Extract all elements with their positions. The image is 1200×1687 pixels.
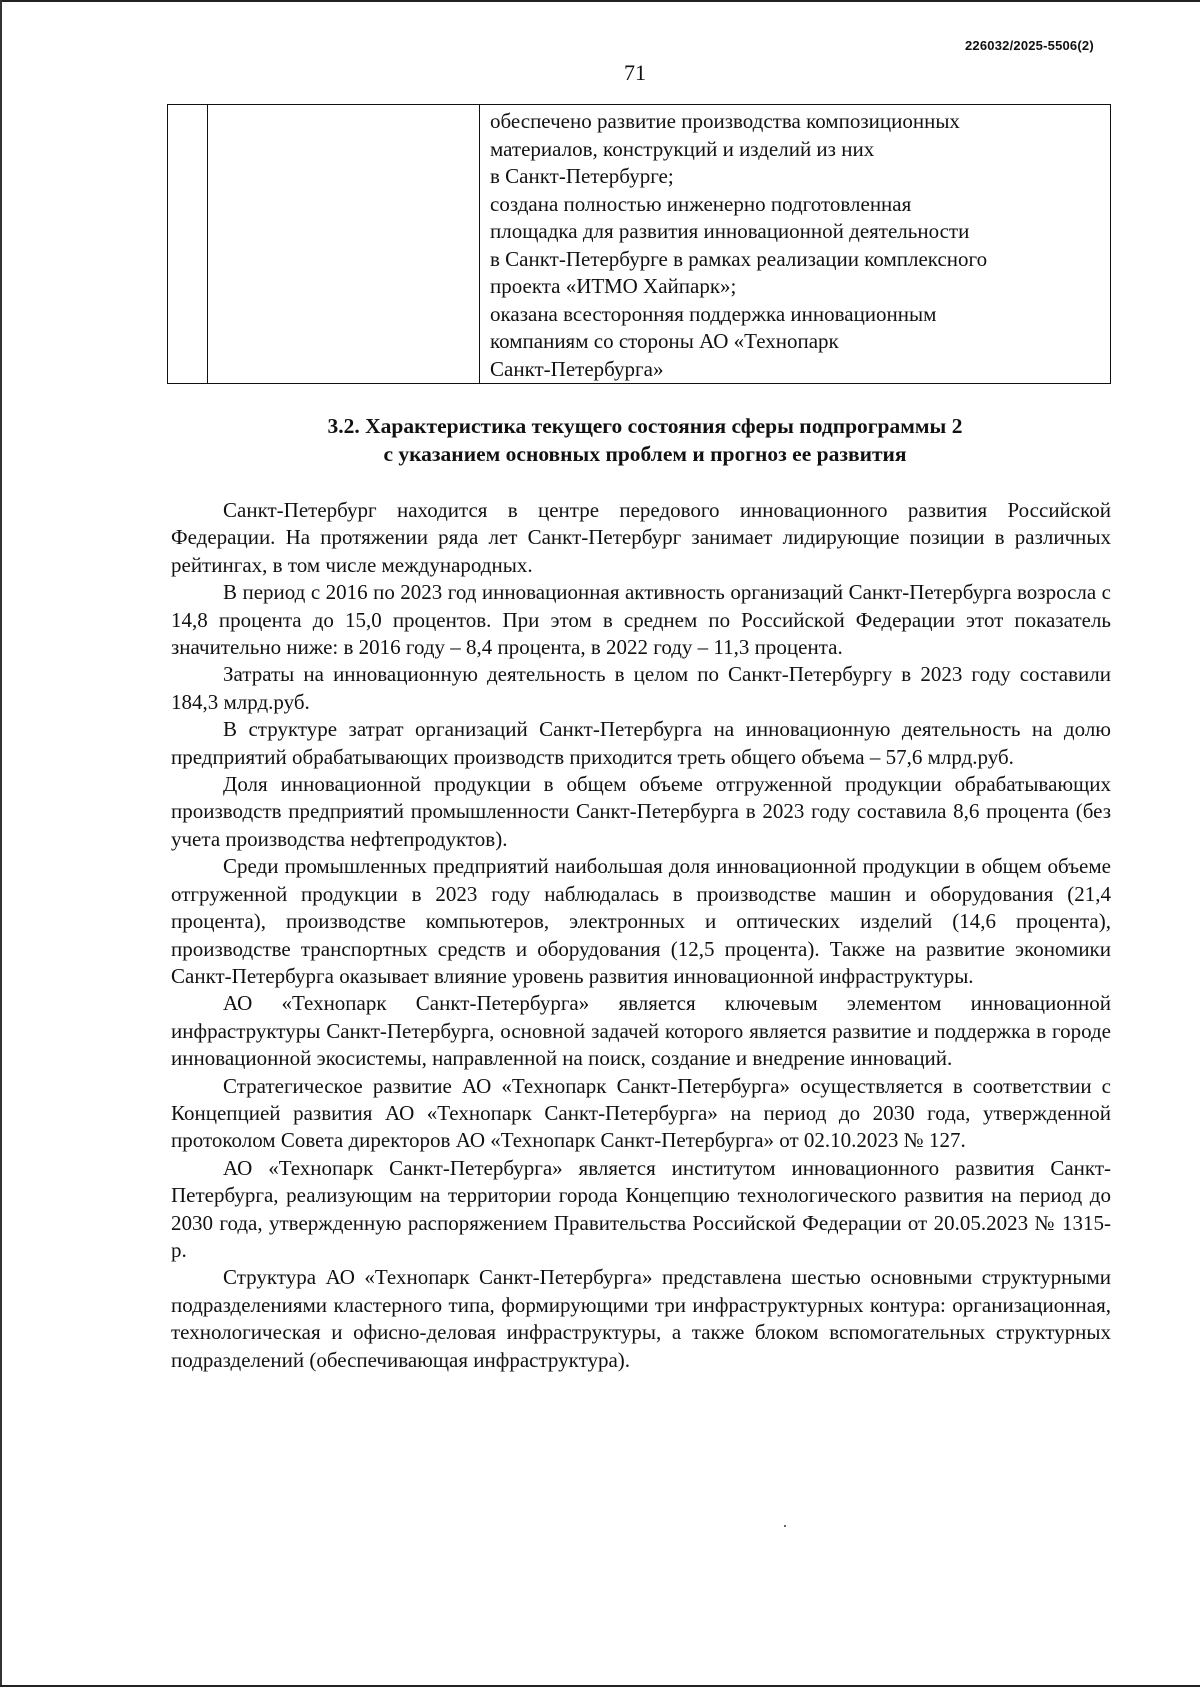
scan-border-top [0, 0, 1200, 2]
section-heading-line: с указанием основных проблем и прогноз ее развития [383, 442, 907, 466]
table-line: оказана всесторонняя поддержка инновационным [490, 301, 937, 326]
table-line: материалов, конструкций и изделий из них [490, 136, 875, 161]
table-line: создана полностью инженерно подготовленная [490, 191, 912, 216]
paragraph: Среди промышленных предприятий наибольшая доля инновационной продукции в общем объеме отгруженной продукции в 2023 году наблюдалась в производстве машин и оборудования (21,4 процента), производстве компьютеров, электронных и оптических изделий (14,6 процента), производстве транспортных средств и оборудования (12,5 процента). Также на развитие экономики Санкт-Петербурга оказывает влияние уровень развития инновационной инфраструктуры. [171, 854, 1111, 988]
page-number: 71 [624, 60, 646, 85]
section-heading [180, 412, 1110, 468]
table-cell-number [168, 105, 208, 384]
scan-border-left [0, 0, 2, 1687]
paragraph: В структуре затрат организаций Санкт-Петербурга на инновационную деятельность на долю предприятий обрабатывающих производств приходится треть общего объема – 57,6 млрд.руб. [171, 717, 1111, 769]
continuation-table [167, 104, 1111, 384]
table-line: площадка для развития инновационной деятельности [490, 219, 970, 243]
paragraph: АО «Технопарк Санкт-Петербурга» является институтом инновационного развития Санкт-Петербурга, реализующим на территории города Концепцию технологического развития на период до 2030 года, утвержденную распоряжением Правительства Российской Федерации от 20.05.2023 № 1315-р. [171, 1155, 1111, 1262]
section-body [171, 497, 1111, 1374]
paragraph: Затраты на инновационную деятельность в целом по Санкт-Петербургу в 2023 году составили 184,3 млрд.руб. [171, 662, 1111, 714]
table-cell-results [480, 105, 1111, 384]
table-row [168, 105, 1111, 384]
paragraph: Санкт-Петербург находится в центре передового инновационного развития Российской Федерации. На протяжении ряда лет Санкт-Петербург занимает лидирующие позиции в различных рейтингах, в том числе международных. [171, 498, 1111, 577]
table-line: в Санкт-Петербурге в рамках реализации комплексного [490, 246, 988, 271]
document-number: 226032/2025-5506(2) [965, 38, 1094, 53]
table-line: компаниям со стороны АО «Технопарк [490, 329, 839, 353]
section-heading-line: 3.2. Характеристика текущего состояния сферы подпрограммы 2 [327, 414, 963, 438]
paragraph: В период с 2016 по 2023 год инновационная активность организаций Санкт-Петербурга возросла с 14,8 процента до 15,0 процентов. При этом в среднем по Российской Федерации этот показатель значительно ниже: в 2016 году – 8,4 процента, в 2022 году – 11,3 процента. [171, 580, 1111, 660]
paragraph: Доля инновационной продукции в общем объеме отгруженной продукции обрабатывающих производств предприятий промышленности Санкт-Петербурга в 2023 году составила 8,6 процента (без учета производства нефтепродуктов). [171, 772, 1111, 851]
table-cell-name [208, 105, 480, 384]
paragraph: Структура АО «Технопарк Санкт-Петербурга» представлена шестью основными структурными подразделениями кластерного типа, формирующими три инфраструктурных контура: организационная, технологическая и офисно-деловая инфраструктуры, а также блоком вспомогательных структурных подразделений (обеспечивающая инфраструктура). [171, 1265, 1111, 1372]
table-line: обеспечено развитие производства композиционных [490, 109, 960, 133]
table-line: в Санкт-Петербурге; [490, 164, 674, 188]
table-line: проекта «ИТМО Хайпарк»; [490, 274, 737, 298]
paragraph: АО «Технопарк Санкт-Петербурга» является ключевым элементом инновационной инфраструктуры Санкт-Петербурга, основной задачей которого является развитие и поддержка в городе инновационной экосистемы, направленной на поиск, создание и внедрение инноваций. [171, 991, 1111, 1071]
scan-speck [784, 1525, 786, 1527]
paragraph: Стратегическое развитие АО «Технопарк Санкт-Петербурга» осуществляется в соответствии с Концепцией развития АО «Технопарк Санкт-Петербурга» на период до 2030 года, утвержденной протоколом Совета директоров АО «Технопарк Санкт-Петербурга» от 02.10.2023 № 127. [171, 1073, 1111, 1153]
table-line: Санкт-Петербурга» [490, 356, 664, 381]
